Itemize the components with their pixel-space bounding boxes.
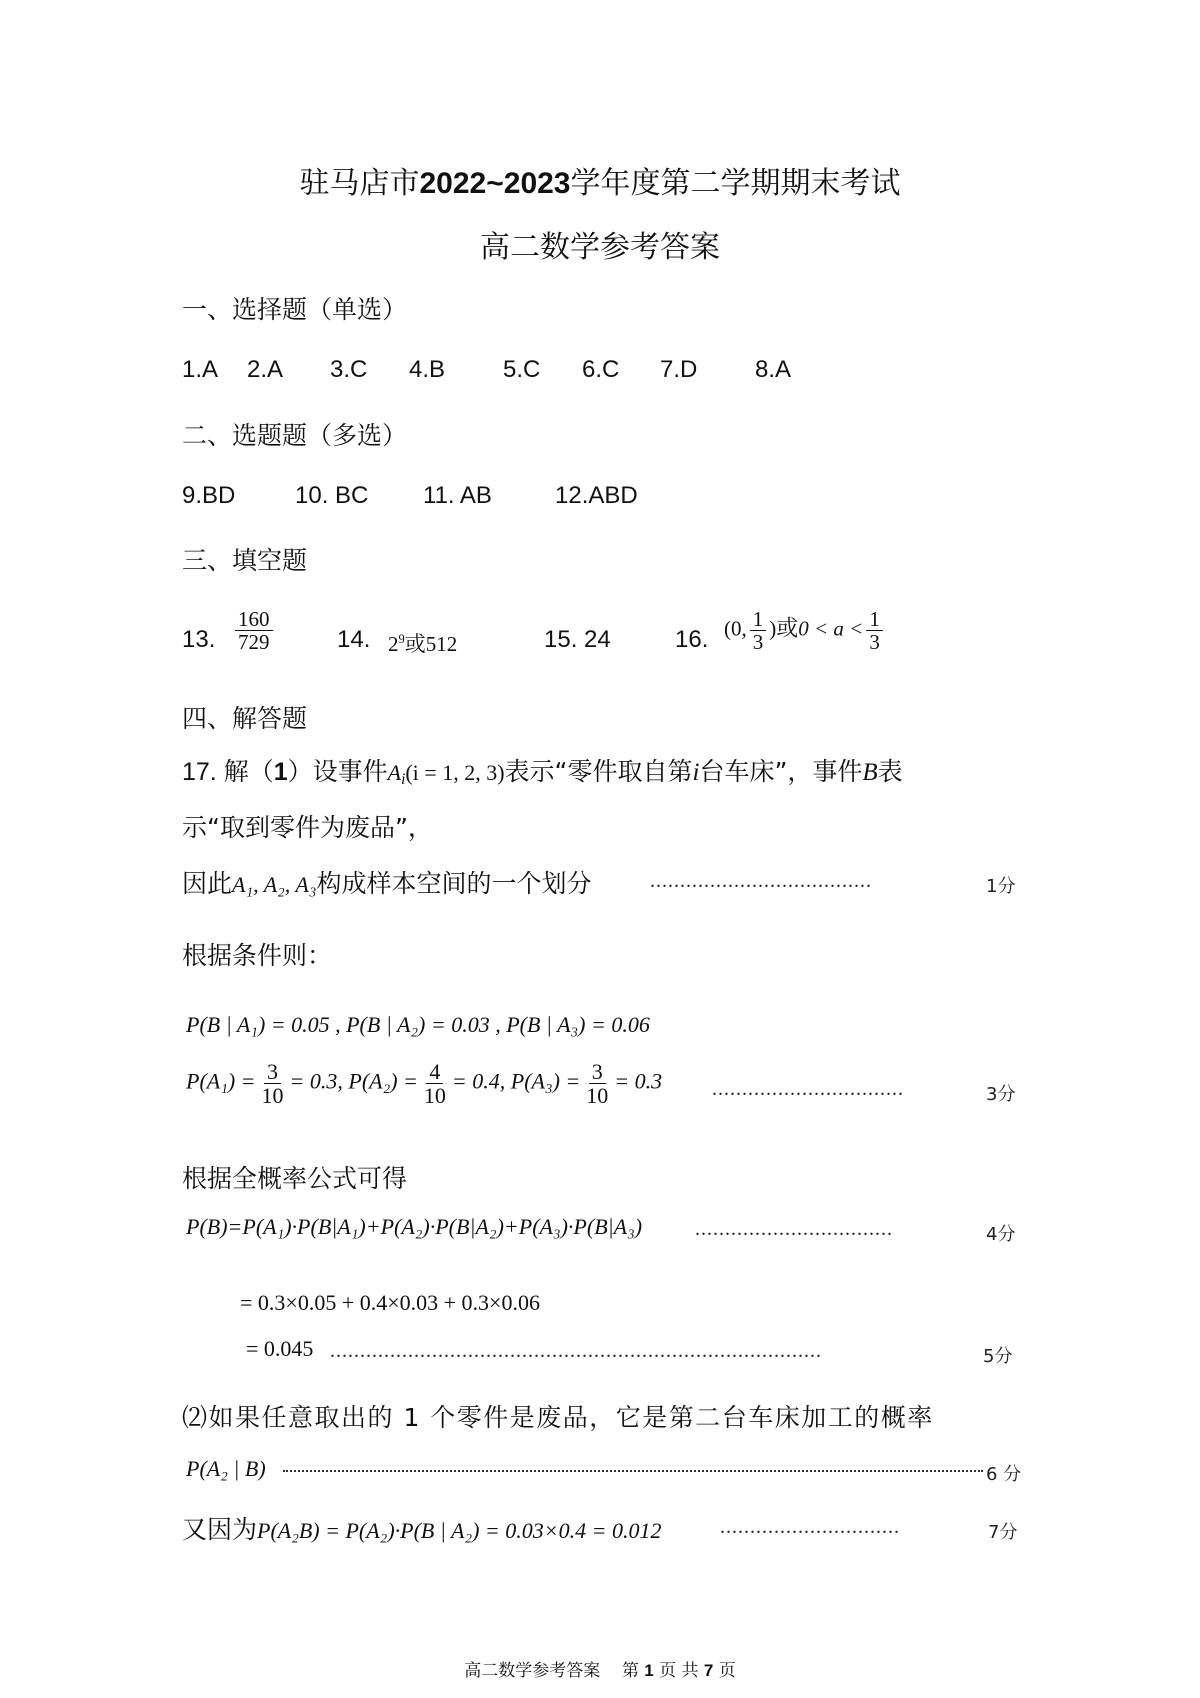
q14-value: 512 — [425, 632, 458, 656]
footer-page-prefix: 第 — [621, 1661, 639, 1681]
q14-base: 2 — [388, 632, 399, 656]
q16-numerator-2: 1 — [866, 608, 883, 631]
var-i: i — [692, 759, 700, 786]
q16-label: 16. — [675, 626, 709, 653]
score-3: 3分 — [986, 1084, 1016, 1105]
because-line — [182, 1510, 661, 1546]
dot-leader-3: ................................ — [712, 1078, 904, 1100]
q17-text-4: 表 — [877, 757, 903, 786]
eq2-den-2: 10 — [423, 1083, 446, 1109]
equation-2 — [186, 1060, 662, 1107]
eq2-num-2: 4 — [426, 1060, 443, 1084]
q16-answer — [724, 608, 886, 653]
eq2-den-1: 10 — [261, 1083, 284, 1109]
part-2-text: ⑵如果任意取出的 1 个零件是废品，它是第二台车床加工的概率 — [182, 1403, 934, 1432]
eq2-part-a: P(A₁) = — [186, 1068, 256, 1094]
section-heading-fill-in: 三、填空题 — [182, 546, 308, 575]
answer-9: 9.BD — [182, 482, 236, 509]
q14-answer — [388, 628, 457, 658]
score-7: 7分 — [988, 1522, 1018, 1543]
q17-text-2: 表示“零件取自第 — [504, 757, 693, 786]
q16-or: 或 — [776, 616, 799, 642]
q13-denominator: 729 — [238, 630, 270, 655]
q15-answer: 15. 24 — [544, 626, 611, 653]
q16-inequality: 0 < a < — [798, 616, 864, 641]
answer-3: 3.C — [330, 356, 368, 383]
title-term: 学年度第二学期期末考试 — [570, 166, 901, 201]
eq2-num-3: 3 — [589, 1060, 606, 1084]
partition-sets: A₁, A₂, A₃ — [232, 872, 317, 897]
dot-leader-5: .................................................................................. — [330, 1340, 822, 1362]
equation-6-text: P(A₂ | B) — [186, 1456, 266, 1481]
q17-text-1: ）设事件 — [287, 757, 388, 786]
eq2-part-e: = 0.3 — [614, 1068, 663, 1094]
footer-page-suffix: 页 — [718, 1661, 736, 1681]
answer-5: 5.C — [503, 356, 541, 383]
section-heading-solutions: 四、解答题 — [182, 704, 308, 733]
fill-in-answers — [182, 604, 982, 674]
q17-part-number: 1 — [273, 758, 288, 786]
answer-2: 2.A — [247, 356, 284, 383]
title-line-2: 高二数学参考答案 — [480, 230, 720, 265]
q16-numerator: 1 — [750, 608, 767, 631]
eq2-part-c: = 0.4, P(A₃) = — [451, 1068, 581, 1094]
q13-label: 13. — [182, 626, 216, 653]
equation-5: = 0.045 — [246, 1336, 314, 1361]
equation-3 — [186, 1214, 642, 1240]
answer-11: 11. AB — [423, 482, 492, 509]
answer-10: 10. BC — [295, 482, 369, 509]
title-line-1 — [0, 158, 1200, 202]
answer-12: 12.ABD — [555, 482, 638, 509]
score-4: 4分 — [986, 1224, 1016, 1245]
footer-page-total: 7 — [703, 1661, 714, 1680]
dot-leader-1: ..................................... — [650, 870, 872, 892]
q14-label: 14. — [337, 626, 371, 653]
q17-line-3 — [182, 864, 592, 900]
dot-leader-6 — [283, 1470, 983, 1472]
event-a-sub: i — [401, 770, 406, 788]
condition-text: 根据条件则： — [182, 941, 333, 970]
dot-leader-4: ................................. — [695, 1218, 893, 1240]
footer-doc-name: 高二数学参考答案 — [464, 1661, 601, 1681]
q17-line-3-text-a: 因此 — [182, 869, 233, 898]
footer-page-number: 1 — [644, 1661, 654, 1680]
score-5: 5分 — [983, 1346, 1013, 1367]
q14-or: 或 — [404, 632, 426, 656]
score-1: 1分 — [986, 876, 1016, 897]
q17-label: 17. 解（ — [182, 758, 274, 786]
q14-exponent: 9 — [398, 632, 405, 646]
var-b: B — [862, 759, 878, 786]
equation-3-text: P(B)=P(A₁)·P(B|A₁)+P(A₂)·P(B|A₂)+P(A₃)·P(B|A₃) — [186, 1214, 643, 1239]
eq2-num-1: 3 — [264, 1060, 281, 1084]
footer-page-mid: 页 共 — [659, 1661, 699, 1681]
q13-fraction — [232, 608, 276, 653]
eq2-part-b: = 0.3, P(A₂) = — [289, 1068, 418, 1094]
q17-line-2: 示“取到零件为废品”， — [182, 813, 433, 842]
eq2-den-3: 10 — [586, 1083, 609, 1109]
section-heading-multi-choice: 二、选题题（多选） — [182, 421, 408, 450]
section-heading-single-choice: 一、选择题（单选） — [182, 295, 408, 324]
title-year: 2022~2023 — [419, 167, 571, 200]
dot-leader-7: .............................. — [720, 1516, 900, 1538]
q16-denominator: 3 — [752, 630, 764, 655]
total-probability-text: 根据全概率公式可得 — [182, 1164, 408, 1193]
answer-1: 1.A — [182, 356, 219, 383]
equation-1 — [186, 1012, 650, 1038]
equation-7: P(A₂B) = P(A₂)·P(B | A₂) = 0.03×0.4 = 0.012 — [257, 1518, 662, 1543]
event-a: A — [387, 760, 402, 785]
page-footer — [0, 1656, 1200, 1681]
q16-denominator-2: 3 — [869, 630, 880, 655]
answer-8: 8.A — [755, 356, 792, 383]
because-text: 又因为 — [182, 1515, 258, 1544]
answer-4: 4.B — [409, 356, 446, 383]
answer-7: 7.D — [660, 356, 698, 383]
equation-6 — [186, 1456, 266, 1482]
q17-text-3: 台车床”，事件 — [699, 757, 863, 786]
q16-close: ) — [769, 616, 777, 641]
score-6: 6 分 — [986, 1464, 1022, 1485]
answer-6: 6.C — [582, 356, 620, 383]
q17-line-3-text-b: 构成样本空间的一个划分 — [316, 869, 592, 898]
equation-1-text: P(B | A₁) = 0.05 , P(B | A₂) = 0.03 , P(B | A₃) = 0.06 — [186, 1012, 650, 1037]
q16-open: (0, — [724, 616, 747, 641]
event-a-range: (i = 1, 2, 3) — [405, 760, 505, 785]
q17-line-1 — [182, 752, 903, 789]
title-city: 驻马店市 — [299, 166, 420, 201]
q13-numerator: 160 — [235, 608, 273, 631]
equation-4: = 0.3×0.05 + 0.4×0.03 + 0.3×0.06 — [240, 1290, 540, 1315]
